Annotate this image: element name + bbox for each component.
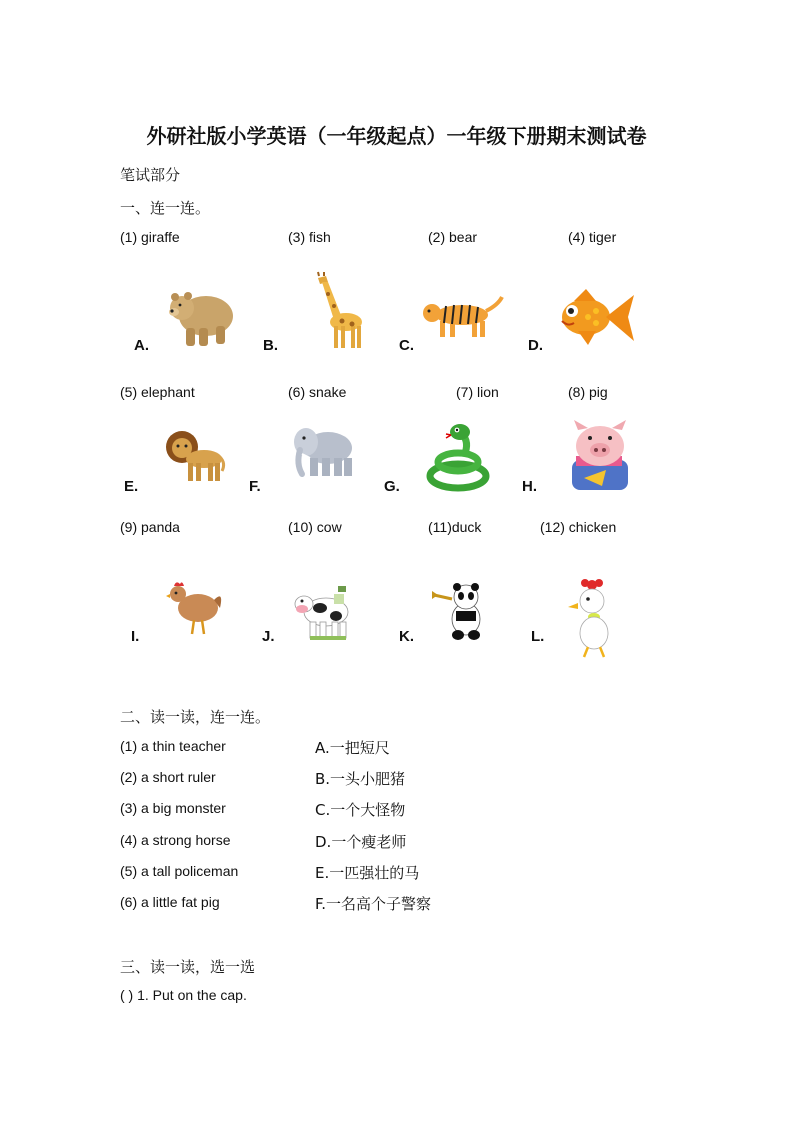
- lion-icon: [164, 427, 226, 485]
- letter-c: C.: [399, 337, 414, 354]
- phrase-2: (2) a short ruler: [120, 769, 216, 785]
- chicken-icon: [166, 580, 224, 636]
- letter-d: D.: [528, 337, 543, 354]
- part1-heading: 一、连一连。: [120, 199, 211, 217]
- bear-icon: [166, 284, 234, 348]
- pig-icon: [562, 420, 634, 492]
- translation-d: D.一个瘦老师: [315, 833, 407, 851]
- word-elephant: (5) elephant: [120, 384, 195, 400]
- letter-a: A.: [134, 337, 149, 354]
- letter-e: E.: [124, 478, 139, 495]
- letter-j: J.: [262, 628, 275, 645]
- letter-f: F.: [249, 478, 261, 495]
- word-lion: (7) lion: [456, 384, 499, 400]
- word-tiger: (4) tiger: [568, 229, 617, 245]
- part3-heading: 三、读一读，选一选: [120, 958, 256, 976]
- translation-c: C.一个大怪物: [315, 801, 406, 819]
- word-snake: (6) snake: [288, 384, 347, 400]
- snake-icon: [424, 422, 492, 492]
- fish-icon: [552, 287, 638, 351]
- phrase-1: (1) a thin teacher: [120, 738, 226, 754]
- word-bear: (2) bear: [428, 229, 478, 245]
- word-chicken: (12) chicken: [540, 519, 617, 535]
- letter-h: H.: [522, 478, 537, 495]
- phrase-6: (6) a little fat pig: [120, 894, 220, 910]
- letter-l: L.: [531, 628, 545, 645]
- panda-icon: [432, 581, 494, 641]
- letter-i: I.: [131, 628, 140, 645]
- translation-b: B.一头小肥猪: [315, 770, 406, 788]
- word-fish: (3) fish: [288, 229, 331, 245]
- letter-k: K.: [399, 628, 414, 645]
- question-1: ( ) 1. Put on the cap.: [120, 987, 247, 1003]
- duck-icon: [564, 577, 620, 659]
- word-duck: (11)duck: [428, 519, 482, 535]
- tiger-icon: [422, 295, 506, 341]
- letter-b: B.: [263, 337, 278, 354]
- translation-f: F.一名高个子警察: [315, 895, 431, 913]
- phrase-4: (4) a strong horse: [120, 832, 231, 848]
- part2-heading: 二、读一读，连一连。: [120, 708, 271, 726]
- giraffe-icon: [306, 272, 370, 352]
- word-cow: (10) cow: [288, 519, 342, 535]
- phrase-3: (3) a big monster: [120, 800, 226, 816]
- letter-g: G.: [384, 478, 400, 495]
- phrase-5: (5) a tall policeman: [120, 863, 239, 879]
- cow-icon: [294, 580, 352, 642]
- word-giraffe: (1) giraffe: [120, 229, 180, 245]
- word-pig: (8) pig: [568, 384, 608, 400]
- translation-a: A.一把短尺: [315, 739, 390, 757]
- translation-e: E.一匹强壮的马: [315, 864, 420, 882]
- word-panda: (9) panda: [120, 519, 180, 535]
- section-written: 笔试部分: [120, 166, 181, 184]
- elephant-icon: [292, 424, 356, 480]
- page-title: 外研社版小学英语（一年级起点）一年级下册期末测试卷: [146, 124, 647, 148]
